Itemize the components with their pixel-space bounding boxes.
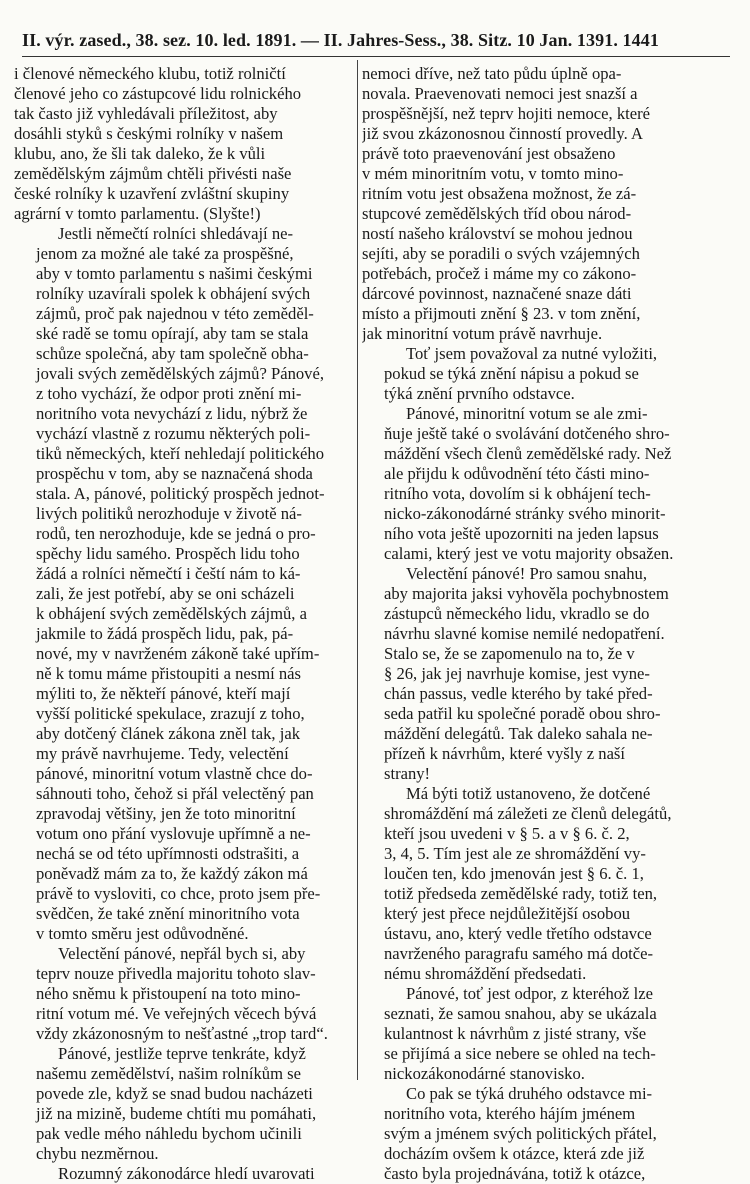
header-rule: [22, 56, 730, 57]
text-line: votum ono přání vyslovuje upřímně a ne-: [36, 824, 311, 843]
text-line: kteří jsou uvedeni v § 5. a v § 6. č. 2,: [384, 824, 630, 843]
text-line: Pánové, jestliže teprve tenkráte, když: [58, 1044, 306, 1063]
text-line: povede zle, když se snad budou nacházeti: [36, 1084, 313, 1103]
text-line: aby dotčený článek zákona zněl tak, jak: [36, 724, 300, 743]
text-line: jakmile to žádá prospěch lidu, pak, pá-: [36, 624, 294, 643]
text-line: calami, který jest ve votu majority obsažen.: [384, 544, 674, 563]
text-line: Rozumný zákonodárce hledí uvarovati: [58, 1164, 315, 1183]
paragraph: [362, 1084, 700, 1184]
text-line: § 26, jak jej navrhuje komise, jest vyne-: [384, 664, 650, 683]
text-line: totiž předseda zemědělské rady, totiž ten,: [384, 884, 658, 903]
text-line: stala. A, pánové, politický prospěch jednot-: [36, 484, 325, 503]
text-line: nové, my v navrženém zákoně také upřím-: [36, 644, 320, 663]
text-line: noritního vota nevychází z lidu, nýbrž že: [36, 404, 308, 423]
text-line: Jestli němečtí rolníci shledávají ne-: [58, 224, 294, 243]
text-line: sáhnouti toho, čehož si přál velectěný pan: [36, 784, 314, 803]
text-line: nému shromáždění předsedati.: [384, 964, 587, 983]
text-line: strany!: [384, 764, 431, 783]
text-line: jovali svých zemědělských zájmů? Pánové,: [36, 364, 324, 383]
text-line: již svou zkázonosnou činností provedly. A: [362, 124, 643, 143]
text-line: rodů, ten nerozhoduje, kde se jedná o pro-: [36, 524, 316, 543]
text-line: kulantnost k návrhům z jisté strany, vše: [384, 1024, 647, 1043]
text-line: tak často již vyhledávali příležitost, aby: [14, 104, 278, 123]
text-line: v tomto směru jest odůvodněné.: [36, 924, 249, 943]
text-line: žádá a rolníci němečtí i čeští nám to ká-: [36, 564, 301, 583]
text-line: zájmů, proč pak najednou v této zeměděl-: [36, 304, 314, 323]
text-line: zástupců německého lidu, vkradlo se do: [384, 604, 650, 623]
paragraph: [14, 224, 352, 944]
text-line: pánové, minoritní votum vlastně chce do-: [36, 764, 313, 783]
text-line: chybu nezměrnou.: [36, 1144, 159, 1163]
text-line: Pánové, toť jest odpor, z kteréhož lze: [406, 984, 653, 1003]
column-divider: [357, 60, 358, 1080]
text-line: nemoci dříve, než tato půdu úplně opa-: [362, 64, 622, 83]
text-line: livých politiků nerozhoduje v životě ná-: [36, 504, 302, 523]
text-line: máždění všech členů zemědělské rady. Než: [384, 444, 672, 463]
text-line: ného sněmu k přistoupení na toto mino-: [36, 984, 301, 1003]
text-line: prospěšnější, než teprv hojiti nemoce, které: [362, 104, 650, 123]
text-line: ního vota ještě upozorniti na jeden lapsus: [384, 524, 659, 543]
text-line: noritního vota, kterého hájím jménem: [384, 1104, 636, 1123]
text-line: nickozákonodárné stanovisko.: [384, 1064, 585, 1083]
text-line: zemědělským zájmům chtěli přivésti naše: [14, 164, 292, 183]
text-line: vždy zkázonosným to nešťastné „trop tard“.: [36, 1024, 328, 1043]
text-line: ritního vota, dovolím si k obhájení tech-: [384, 484, 651, 503]
text-line: stupcové zemědělských tříd obou národ-: [362, 204, 632, 223]
text-line: teprv nouze přivedla majoritu tohoto slav-: [36, 964, 316, 983]
paragraph: [14, 1044, 352, 1164]
text-line: vyšší politické spekulace, zrazují z toho,: [36, 704, 305, 723]
text-line: svým a jménem svých politických přátel,: [384, 1124, 657, 1143]
text-line: ústavu, ano, který vedle třetího odstavce: [384, 924, 652, 943]
text-line: aby majorita jaksi vyhověla pochybnostem: [384, 584, 669, 603]
text-line: schůze společná, aby tam společně obha-: [36, 344, 309, 363]
text-line: rolníky uzavírali spolek k obhájení svých: [36, 284, 311, 303]
text-line: seznati, že samou snahou, aby se ukázala: [384, 1004, 657, 1023]
text-line: nechá se od této upřímnosti odstrašiti, a: [36, 844, 300, 863]
text-line: Toť jsem považoval za nutné vyložiti,: [406, 344, 658, 363]
text-line: svědčen, že také znění minoritního vota: [36, 904, 300, 923]
text-line: seda patřil ku společné poradě obou shro-: [384, 704, 661, 723]
text-line: Stalo se, že se zapomenulo na to, že v: [384, 644, 635, 663]
text-line: ně k tomu máme přistoupiti a nesmí nás: [36, 664, 301, 683]
text-line: k obhájení svých zemědělských zájmů, a: [36, 604, 307, 623]
text-line: který jest přece nejdůležitější osobou: [384, 904, 631, 923]
text-line: návrhu slavné komise nemilé nedopatření.: [384, 624, 665, 643]
paragraph: [14, 1164, 352, 1184]
text-line: Co pak se týká druhého odstavce mi-: [406, 1084, 653, 1103]
paragraph: [362, 344, 700, 404]
text-line: sejíti, aby se poradili o svých vzájemných: [362, 244, 640, 263]
text-line: mýliti to, že někteří pánové, kteří mají: [36, 684, 291, 703]
text-line: již na mizině, budeme chtíti mu pomáhati,: [36, 1104, 317, 1123]
text-line: vychází vlastně z rozumu některých poli-: [36, 424, 311, 443]
text-line: členové jeho co zástupcové lidu rolnického: [14, 84, 302, 103]
text-line: Velectění pánové, nepřál bych si, aby: [58, 944, 306, 963]
text-line: jenom za možné ale také za prospěšné,: [36, 244, 294, 263]
text-line: novala. Praevenovati nemoci jest snazší a: [362, 84, 638, 103]
text-line: v mém minoritním votu, v tomto mino-: [362, 164, 624, 183]
text-line: potřebách, pročež i máme my co zákono-: [362, 264, 637, 283]
text-line: Má býti totiž ustanoveno, že dotčené: [406, 784, 651, 803]
text-line: ritním votu jest obsažena možnost, že zá-: [362, 184, 637, 203]
paragraph: [14, 64, 352, 224]
text-line: prospěchu v tom, aby se naznačená shoda: [36, 464, 313, 483]
text-line: jak minoritní votum právě navrhuje.: [362, 324, 603, 343]
text-line: ností našeho království se mohou jednou: [362, 224, 633, 243]
text-line: ale přijdu k odůvodnění této části mino-: [384, 464, 650, 483]
text-line: aby v tomto parlamentu s našimi českými: [36, 264, 313, 283]
text-line: agrární v tomto parlamentu. (Slyšte!): [14, 204, 261, 223]
text-line: máždění delegátů. Tak daleko sahala ne-: [384, 724, 653, 743]
text-line: pak vedle mého náhledu bychom učinili: [36, 1124, 302, 1143]
text-line: dosáhli styků s českými rolníky v našem: [14, 124, 284, 143]
text-line: tiků německých, kteří nehledají politického: [36, 444, 324, 463]
text-line: pokud se týká znění nápisu a pokud se: [384, 364, 639, 383]
text-line: Pánové, minoritní votum se ale zmi-: [406, 404, 648, 423]
text-line: zali, že jest potřebí, aby se oni scházeli: [36, 584, 295, 603]
text-line: české rolníky k uzavření zvláštní skupiny: [14, 184, 290, 203]
text-line: ňuje ještě také o svolávání dotčeného shro-: [384, 424, 670, 443]
text-line: místo a přijmouti znění § 23. v tom znění,: [362, 304, 641, 323]
text-line: zpravodaj většiny, jen že toto minoritní: [36, 804, 296, 823]
text-line: spěchy lidu samého. Prospěch lidu toho: [36, 544, 300, 563]
text-line: docházím ovšem k otázce, která zde již: [384, 1144, 645, 1163]
text-line: my právě navrhujeme. Tedy, velectění: [36, 744, 289, 763]
text-line: loučen ten, kdo jmenován jest § 6. č. 1,: [384, 864, 644, 883]
text-line: nicko-zákonodárné stránky svého minorit-: [384, 504, 666, 523]
text-line: právě toto praevenování jest obsaženo: [362, 144, 616, 163]
text-line: z toho vychází, že odpor proti znění mi-: [36, 384, 302, 403]
paragraph: [362, 564, 700, 784]
paragraph: [362, 64, 700, 344]
paragraph: [362, 404, 700, 564]
text-line: klubu, ano, že šli tak daleko, že k vůli: [14, 144, 266, 163]
text-line: se přijímá a sice nebere se ohled na tech-: [384, 1044, 656, 1063]
page-header: II. výr. zased., 38. sez. 10. led. 1891. — II. Jahres-Sess., 38. Sitz. 10 Jan. 1391. 1441: [22, 30, 659, 50]
text-line: chán passus, vedle kterého by také před-: [384, 684, 653, 703]
text-line: ritní votum mé. Ve veřejných věcech bývá: [36, 1004, 317, 1023]
text-line: navrženého paragrafu samého má dotče-: [384, 944, 654, 963]
text-line: týká znění prvního odstavce.: [384, 384, 575, 403]
text-line: 3, 4, 5. Tím jest ale ze shromáždění vy-: [384, 844, 646, 863]
text-line: právě to vysloviti, co chce, proto jsem pře-: [36, 884, 321, 903]
text-line: přízeň k návrhům, které vyšly z naší: [384, 744, 625, 763]
text-line: shromáždění má záležeti ze členů delegátů,: [384, 804, 672, 823]
text-line: poněvadž mám za to, že každý zákon má: [36, 864, 308, 883]
text-line: ské radě se tomu opírají, aby tam se stala: [36, 324, 309, 343]
text-line: našemu zemědělství, našim rolníkům se: [36, 1064, 301, 1083]
text-line: i členové německého klubu, totiž rolničtí: [14, 64, 286, 83]
paragraph: [362, 984, 700, 1084]
paragraph: [362, 784, 700, 984]
paragraph: [14, 944, 352, 1044]
text-line: často byla projednávána, totiž k otázce,: [384, 1164, 646, 1183]
right-column: [362, 64, 700, 1184]
text-line: dárcové povinnost, naznačené snaze dáti: [362, 284, 632, 303]
left-column: [14, 64, 352, 1184]
text-line: Velectění pánové! Pro samou snahu,: [406, 564, 648, 583]
